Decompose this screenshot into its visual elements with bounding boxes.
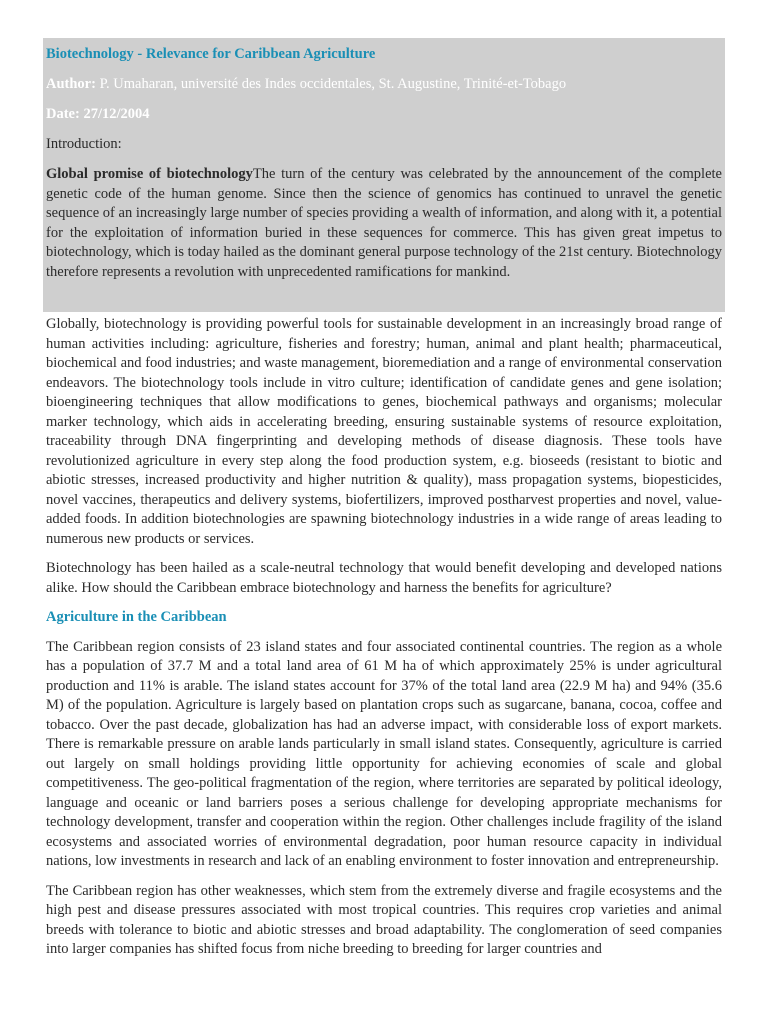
- date-label: Date: 27/12/2004: [46, 106, 150, 122]
- intro-lead-bold: Global promise of biotechnology: [46, 166, 253, 182]
- author-line: [46, 75, 722, 93]
- introduction-label: Introduction:: [46, 136, 122, 152]
- body-paragraph-2: Biotechnology has been hailed as a scale-neutral technology that would benefit developing and developed nations alike. How should the Caribbean embrace biotechnology and harness the benefits for agriculture?: [46, 560, 722, 596]
- date-line: [46, 105, 722, 123]
- intro-paragraph: [46, 165, 722, 282]
- body-paragraph-4: The Caribbean region has other weaknesses, which stem from the extremely diverse and fragile ecosystems and the high pest and disease pressures associated with most tropical countries. This requires crop varieties and animal breeds with tolerance to biotic and abiotic stresses and broad adaptability. The conglomeration of seed companies into larger companies has shifted focus from niche breeding to breeding for larger countries and: [46, 882, 722, 957]
- article-title: Biotechnology - Relevance for Caribbean Agriculture: [46, 46, 376, 62]
- body-paragraph-1: Globally, biotechnology is providing powerful tools for sustainable development in an increasingly broad range of human activities including: agriculture, fisheries and forestry; human, animal and plant health; pharmaceutical, biochemical and food industries; and waste management, bioremediation and a range of environmental conservation endeavors. The biotechnology tools include in vitro culture; identification of candidate genes and gene isolation; bioengineering techniques that allow modifications to genes, biochemical pathways and organisms; molecular marker technology, which aids in accelerating breeding, ensuring sustainable systems of resource exploitation, traceability through DNA fingerprinting and developing methods of disease diagnosis. These tools have revolutionized agriculture in every step along the food production system, e.g. bioseeds (resistant to biotic and abiotic stresses, increased productivity and higher nutrition & quality), mass propagation systems, biopesticides, novel vaccines, therapeutics and delivery systems, biofertilizers, improved postharvest properties and novel, value-added foods. In addition biotechnologies are spawning biotechnology industries in a wide range of areas leading to numerous new products or services.: [46, 316, 722, 547]
- intro-lead-text: The turn of the century was celebrated by the announcement of the complete genetic code of the human genome. Since then the science of genomics has continued to unravel the genetic sequence of an increasingly large number of species providing a wealth of information, and along with it, a potential for the exploitation of information buried in these sequences for commerce. This has given great impetus to biotechnology, which is today hailed as the dominant general purpose technology of the 21st century. Biotechnology therefore represents a revolution with unprecedented ramifications for mankind.: [46, 166, 722, 280]
- body-paragraph-3: The Caribbean region consists of 23 island states and four associated continental countries. The region as a whole has a population of 37.7 M and a total land area of 61 M ha of which approximately 25% is under agricultural production and 11% is arable. The island states account for 37% of the total land area (22.9 M ha) and 94% (35.6 M) of the population. Agriculture is largely based on plantation crops such as sugarcane, banana, cocoa, coffee and tobacco. Over the past decade, globalization has had an adverse impact, with considerable loss of export markets. There is remarkable pressure on arable lands particularly in small island states. Consequently, agriculture is carried out largely on small holdings providing little opportunity for achieving economies of scale and global competitiveness. The geo-political fragmentation of the region, where territories are separated by political ideology, language and oceanic or land barriers poses a serious challenge for developing appropriate mechanisms for technology development, transfer and cooperation within the region. Other challenges include fragility of the island ecosystems and associated worries of environmental degradation, poor human resource capacity in individual nations, low investments in research and lack of an enabling environment to foster innovation and entrepreneurship.: [46, 638, 722, 869]
- author-label: Author:: [46, 76, 96, 92]
- section-heading-agriculture: Agriculture in the Caribbean: [46, 609, 227, 625]
- author-value: P. Umaharan, université des Indes occidentales, St. Augustine, Trinité-et-Tobago: [95, 76, 567, 92]
- article-body: [46, 315, 722, 970]
- article-header-box: [43, 38, 725, 312]
